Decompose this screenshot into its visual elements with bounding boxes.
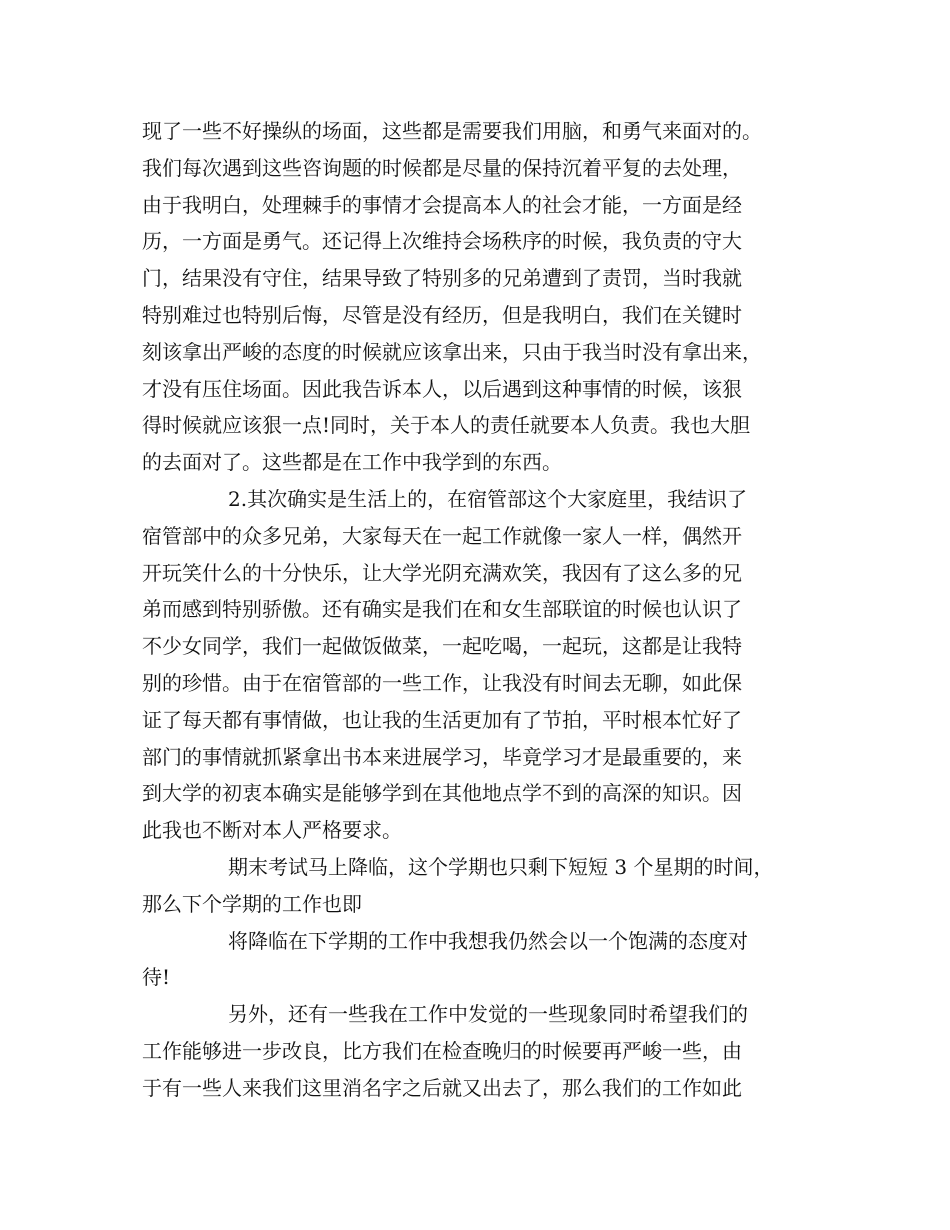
paragraph-start-line: 期末考试马上降临，这个学期也只剩下短短 3 个星期的时间， [228, 854, 774, 879]
text-line: 那么下个学期的工作也即 [142, 891, 362, 916]
text-line: 到大学的初衷本确实是能够学到在其他地点学不到的高深的知识。因 [142, 781, 742, 806]
text-line: 的去面对了。这些都是在工作中我学到的东西。 [142, 450, 562, 475]
text-line: 我们每次遇到这些咨询题的时候都是尽量的保持沉着平复的去处理， [142, 155, 742, 180]
text-line: 宿管部中的众多兄弟，大家每天在一起工作就像一家人一样，偶然开 [142, 523, 742, 548]
body-text [142, 113, 842, 1107]
paragraph-start-line: 另外，还有一些我在工作中发觉的一些现象同时希望我们的 [228, 1002, 748, 1027]
text-line: 于有一些人来我们这里消名字之后就又出去了，那么我们的工作如此 [142, 1075, 742, 1100]
paragraph-start-line: 2.其次确实是生活上的，在宿管部这个大家庭里，我结识了 [228, 486, 748, 511]
text-line: 弟而感到特别骄傲。还有确实是我们在和女生部联谊的时候也认识了 [142, 597, 742, 622]
text-line: 工作能够进一步改良，比方我们在检查晚归的时候要再严峻一些，由 [142, 1038, 742, 1063]
text-line: 证了每天都有事情做，也让我的生活更加有了节拍，平时根本忙好了 [142, 707, 742, 732]
text-line: 此我也不断对本人严格要求。 [142, 818, 402, 843]
text-line: 别的珍惜。由于在宿管部的一些工作，让我没有时间去无聊，如此保 [142, 670, 742, 695]
text-line: 部门的事情就抓紧拿出书本来进展学习，毕竟学习才是最重要的，来 [142, 744, 742, 769]
text-line: 门，结果没有守住，结果导致了特别多的兄弟遭到了责罚，当时我就 [142, 266, 742, 291]
text-line: 才没有压住场面。因此我告诉本人，以后遇到这种事情的时候，该狠 [142, 376, 742, 401]
text-line: 特别难过也特别后悔，尽管是没有经历，但是我明白，我们在关键时 [142, 302, 742, 327]
text-line: 得时候就应该狠一点!同时，关于本人的责任就要本人负责。我也大胆 [142, 413, 751, 438]
paragraph-start-line: 将降临在下学期的工作中我想我仍然会以一个饱满的态度对 [228, 928, 748, 953]
text-line: 不少女同学，我们一起做饭做菜，一起吃喝，一起玩，这都是让我特 [142, 634, 742, 659]
text-line: 由于我明白，处理棘手的事情才会提高本人的社会才能，一方面是经 [142, 192, 742, 217]
text-line: 历，一方面是勇气。还记得上次维持会场秩序的时候，我负责的守大 [142, 229, 742, 254]
text-line: 现了一些不好操纵的场面，这些都是需要我们用脑，和勇气来面对的。 [142, 119, 762, 143]
text-line: 开玩笑什么的十分快乐，让大学光阴充满欢笑，我因有了这么多的兄 [142, 560, 742, 585]
text-line: 待! [142, 965, 171, 990]
text-line: 刻该拿出严峻的态度的时候就应该拿出来，只由于我当时没有拿出来， [142, 339, 762, 364]
